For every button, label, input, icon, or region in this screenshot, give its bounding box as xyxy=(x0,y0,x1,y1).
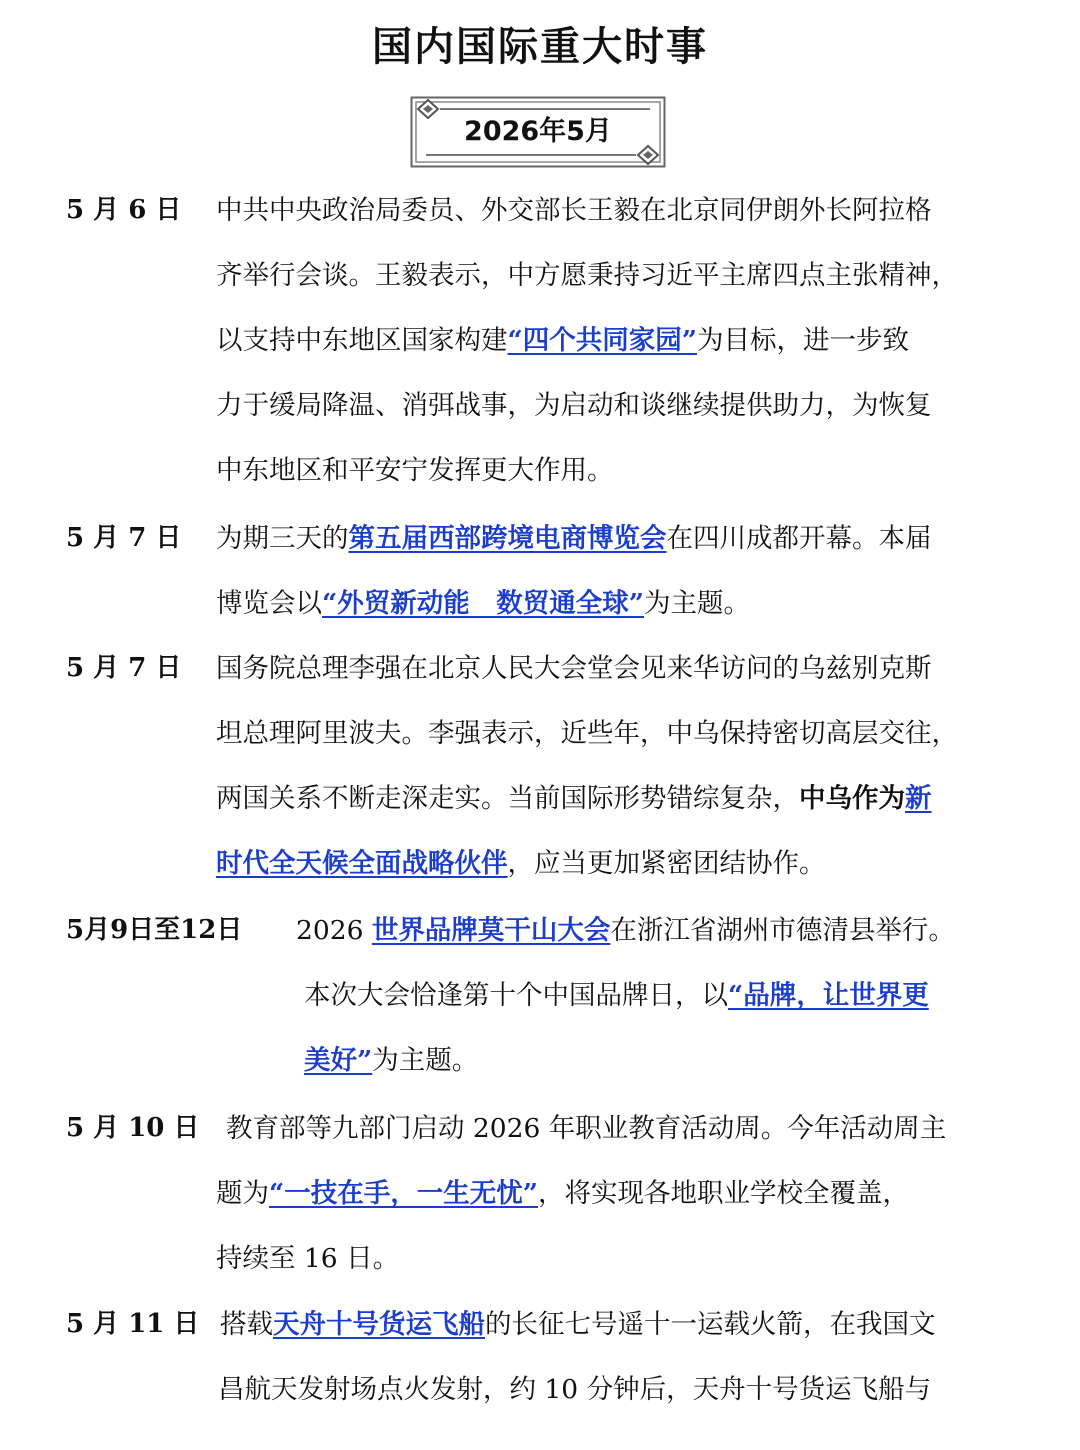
body-text: 搭载 xyxy=(220,1309,273,1340)
event-date: 5 月 7 日 xyxy=(66,653,182,683)
body-text: 坦总理阿里波夫。李强表示，近些年，中乌保持密切高层交往， xyxy=(216,718,958,749)
highlight-link[interactable]: “一技在手，一生无忧” xyxy=(269,1178,538,1209)
text-line xyxy=(216,1161,1008,1226)
highlight-link[interactable]: 时代全天候全面战略伙伴 xyxy=(216,848,508,879)
text-line xyxy=(216,308,1008,373)
event-date: 5 月 11 日 xyxy=(66,1309,200,1339)
body-text: 在浙江省湖州市德清县举行。 xyxy=(610,915,955,946)
text-line xyxy=(216,831,1008,896)
text-line xyxy=(216,766,1008,831)
body-text: 教育部等九部门启动 2026 年职业教育活动周。今年活动周主 xyxy=(226,1113,947,1144)
event-text xyxy=(216,506,1008,636)
body-text: 中共中央政治局委员、外交部长王毅在北京同伊朗外长阿拉格 xyxy=(216,195,932,226)
text-line xyxy=(226,1096,1008,1161)
highlight-link[interactable]: 新 xyxy=(905,783,932,814)
body-text: 为期三天的 xyxy=(216,523,349,554)
badge-label: 2026年5月 xyxy=(464,116,612,147)
highlight-link[interactable]: “品牌，让世界更 xyxy=(728,980,929,1011)
event-text xyxy=(216,636,1008,896)
highlight-link[interactable]: 美好” xyxy=(304,1045,373,1076)
body-text: 在四川成都开幕。本届 xyxy=(666,523,932,554)
text-line xyxy=(216,701,1008,766)
body-text: 中东地区和平安宁发挥更大作用。 xyxy=(216,455,614,486)
text-line xyxy=(220,1292,1008,1357)
body-text: 以支持中东地区国家构建 xyxy=(216,325,508,356)
body-text: 为目标，进一步致 xyxy=(697,325,909,356)
body-text: 国务院总理李强在北京人民大会堂会见来华访问的乌兹别克斯 xyxy=(216,653,932,684)
body-text: 本次大会恰逢第十个中国品牌日，以 xyxy=(304,980,728,1011)
page-title: 国内国际重大时事 xyxy=(372,24,708,70)
event-text xyxy=(296,898,1008,1093)
text-line xyxy=(296,898,1008,963)
body-text: 博览会以 xyxy=(216,588,322,619)
body-text: 题为 xyxy=(216,1178,269,1209)
highlight-link[interactable]: 天舟十号货运飞船 xyxy=(273,1309,485,1340)
text-line xyxy=(216,178,1008,243)
event-date: 5月9日至12日 xyxy=(66,915,243,945)
event-text xyxy=(216,1096,1008,1291)
text-line xyxy=(218,1357,1008,1422)
text-line xyxy=(216,438,1008,503)
text-line xyxy=(216,636,1008,701)
emphasis-text: 中乌作为 xyxy=(799,783,905,814)
body-text: 两国关系不断走深走实。当前国际形势错综复杂， xyxy=(216,783,799,814)
event-text xyxy=(220,1292,1008,1422)
body-text: 为主题。 xyxy=(372,1045,479,1076)
event-date: 5 月 10 日 xyxy=(66,1113,200,1143)
event-date: 5 月 6 日 xyxy=(66,195,182,225)
highlight-link[interactable]: “四个共同家园” xyxy=(507,325,697,356)
body-text: 为主题。 xyxy=(644,588,750,619)
body-text: 昌航天发射场点火发射，约 10 分钟后，天舟十号货运飞船与 xyxy=(218,1374,932,1405)
date-badge xyxy=(410,96,666,168)
text-line xyxy=(304,963,1008,1028)
highlight-link[interactable]: 第五届西部跨境电商博览会 xyxy=(348,523,667,554)
body-text: ，应当更加紧密团结协作。 xyxy=(507,848,826,879)
text-line xyxy=(216,506,1008,571)
body-text: 持续至 16 日。 xyxy=(216,1243,400,1274)
text-line xyxy=(216,243,1008,308)
body-text: 齐举行会谈。王毅表示，中方愿秉持习近平主席四点主张精神， xyxy=(216,260,958,291)
text-line xyxy=(216,373,1008,438)
highlight-link[interactable]: “外贸新动能 数贸通全球” xyxy=(322,588,644,619)
text-line xyxy=(216,571,1008,636)
highlight-link[interactable]: 世界品牌莫干山大会 xyxy=(371,915,611,946)
text-line xyxy=(216,1226,1008,1291)
body-text: 2026 xyxy=(296,915,372,946)
body-text: 的长征七号遥十一运载火箭，在我国文 xyxy=(485,1309,936,1340)
body-text: 力于缓局降温、消弭战事，为启动和谈继续提供助力，为恢复 xyxy=(216,390,932,421)
event-text xyxy=(216,178,1008,503)
body-text: ，将实现各地职业学校全覆盖， xyxy=(538,1178,909,1209)
text-line xyxy=(304,1028,1008,1093)
event-date: 5 月 7 日 xyxy=(66,523,182,553)
